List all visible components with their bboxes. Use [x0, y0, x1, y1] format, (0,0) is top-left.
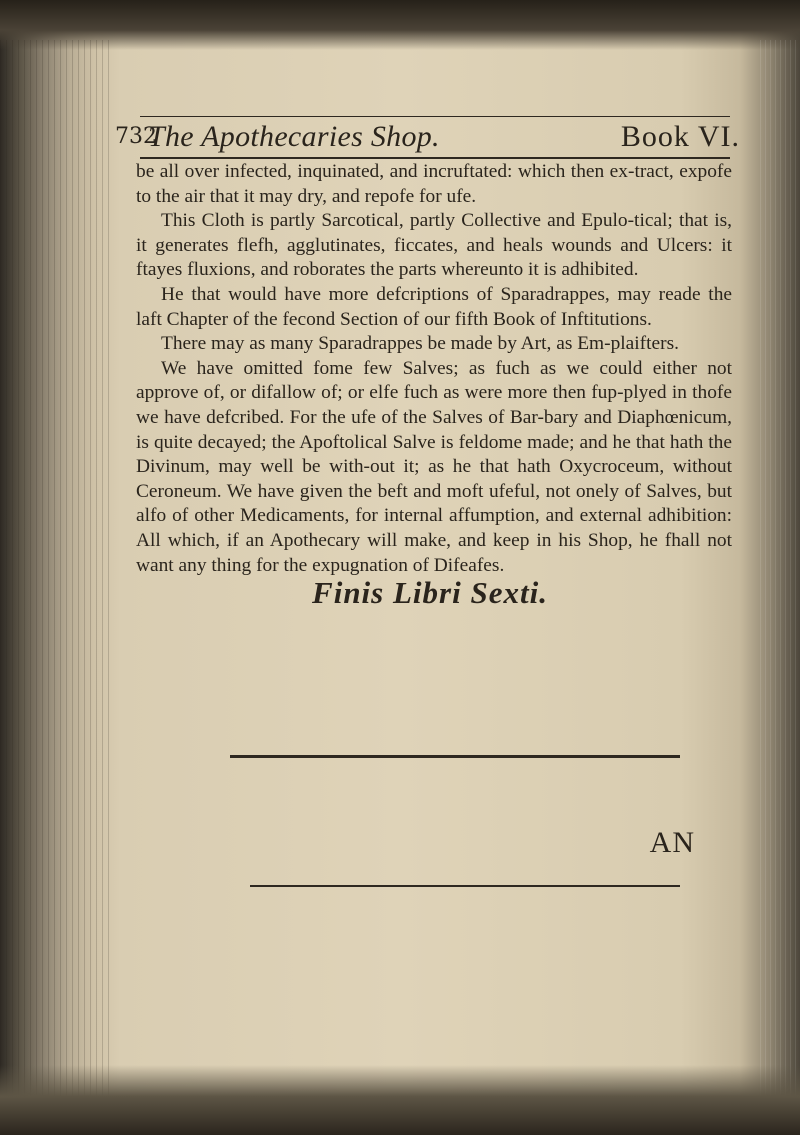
page-number: 732: [115, 124, 157, 149]
top-shadow: [0, 0, 800, 50]
header-top-rule: [140, 116, 730, 117]
binding-gutter: [0, 40, 110, 1120]
running-title: The Apothecaries Shop.: [148, 120, 440, 153]
section-rule: [230, 755, 680, 758]
text-page: [115, 100, 740, 1080]
paragraph: be all over infected, inquinated, and incruftated: which then ex-tract, expofe to the air that it may dry, and repofe for ufe.: [136, 161, 732, 207]
book-label: Book VI.: [620, 120, 740, 153]
body-text: [136, 160, 732, 578]
paragraph: This Cloth is partly Sarcotical, partly Collective and Epulo-tical; that is, it generates flefh, agglutinates, ficcates, and heals wounds and Ulcers: it ftayes fluxions, and roborates the parts whereunto it is adhibited.: [136, 210, 732, 281]
header-bottom-rule: [140, 157, 730, 159]
paragraph: We have omitted fome few Salves; as fuch as we could either not approve of, or difallow of; or elfe fuch as were more then fup-plyed in thofe we have defcribed. For the ufe of the Salves of Bar-bary and Diaphœnicum, is quite decayed; the Apoftolical Salve is feldome made; and he that hath the Divinum, may well be with-out it; as he that hath Oxycroceum, without Ceroneum. We have given the beft and moft ufeful, not onely of Salves, but alfo of other Medicaments, for internal affumption, and external adhibition: All which, if an Apothecary will make, and keep in his Shop, he fhall not want any thing for the expugnation of Difeafes.: [136, 357, 732, 576]
bottom-rule: [250, 885, 680, 887]
catchword: AN: [649, 826, 695, 859]
paragraph: There may as many Sparadrappes be made by Art, as Em-plaifters.: [161, 333, 679, 355]
running-header: [115, 120, 740, 156]
finis-line: Finis Libri Sexti.: [312, 575, 548, 610]
page-edges: [760, 40, 800, 1100]
paragraph: He that would have more defcriptions of Sparadrappes, may reade the laft Chapter of the fecond Section of our fifth Book of Inftitutions.: [136, 283, 732, 330]
